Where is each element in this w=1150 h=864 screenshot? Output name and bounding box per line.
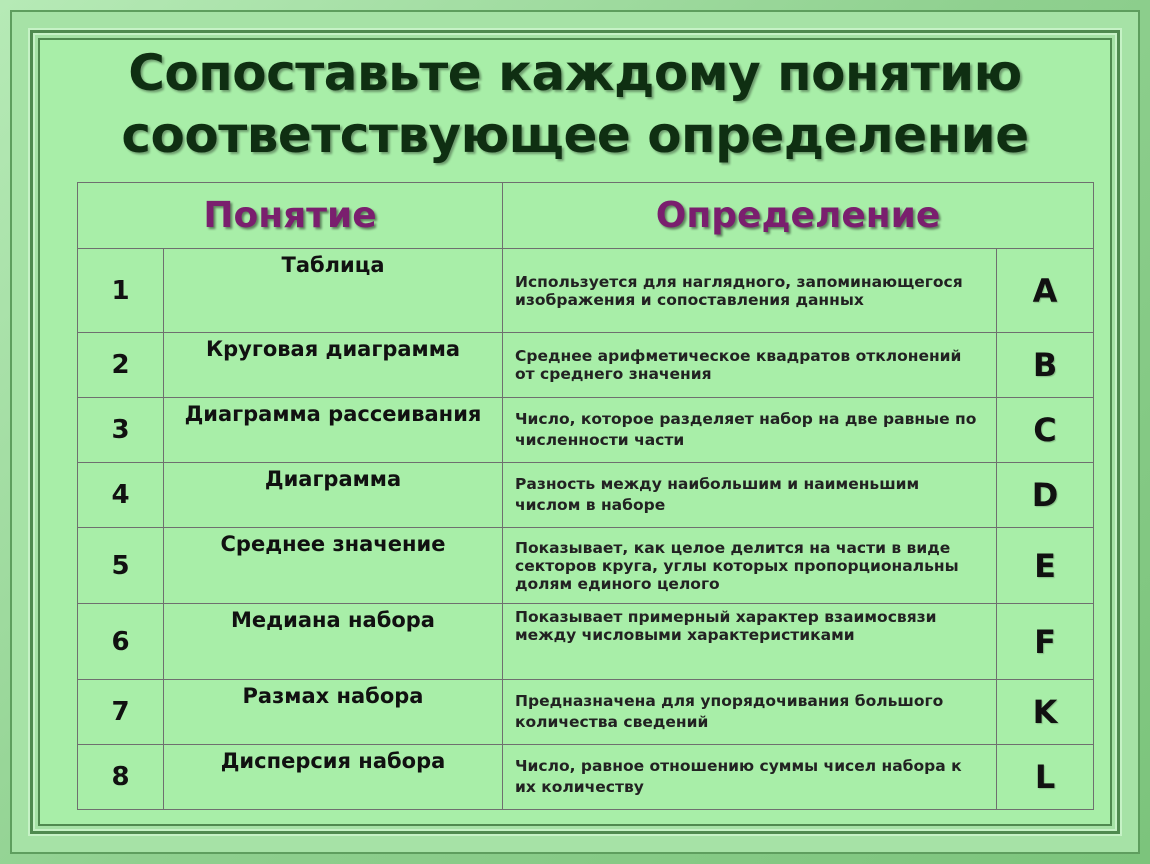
table-row (78, 398, 1094, 463)
row-number: 4 (78, 463, 164, 528)
table-header-row (78, 183, 1094, 249)
concept-term: Размах набора (164, 680, 503, 745)
row-number: 2 (78, 333, 164, 398)
header-concept: Понятие (78, 183, 503, 249)
definition-letter: K (997, 680, 1094, 745)
definition-letter: A (997, 249, 1094, 333)
concept-term: Диаграмма (164, 463, 503, 528)
concept-term: Медиана набора (164, 604, 503, 680)
table-row (78, 249, 1094, 333)
header-definition: Определение (503, 183, 1094, 249)
table-row (78, 745, 1094, 810)
row-number: 7 (78, 680, 164, 745)
definition-text: Показывает, как целое делится на части в виде секторов круга, углы которых пропорциональны долям единого целого (503, 528, 997, 604)
table-row (78, 463, 1094, 528)
title-line-2: соответствующее определение (121, 106, 1029, 164)
definition-text: Число, равное отношению суммы чисел набора к их количеству (503, 745, 997, 810)
definition-text: Предназначена для упорядочивания большого количества сведений (503, 680, 997, 745)
row-number: 5 (78, 528, 164, 604)
definition-text: Среднее арифметическое квадратов отклонений от среднего значения (503, 333, 997, 398)
row-number: 3 (78, 398, 164, 463)
table-row (78, 680, 1094, 745)
concept-term: Среднее значение (164, 528, 503, 604)
definition-text: Используется для наглядного, запоминающегося изображения и сопоставления данных (503, 249, 997, 333)
concept-term: Таблица (164, 249, 503, 333)
page-title (60, 42, 1090, 166)
definition-letter: B (997, 333, 1094, 398)
definition-text: Разность между наибольшим и наименьшим числом в наборе (503, 463, 997, 528)
definition-text: Показывает примерный характер взаимосвязи между числовыми характеристиками (503, 604, 997, 680)
row-number: 8 (78, 745, 164, 810)
concept-term: Диаграмма рассеивания (164, 398, 503, 463)
table-row (78, 333, 1094, 398)
table-row (78, 604, 1094, 680)
matching-table (77, 182, 1094, 810)
concept-term: Дисперсия набора (164, 745, 503, 810)
title-line-1: Сопоставьте каждому понятию (128, 44, 1022, 102)
definition-letter: L (997, 745, 1094, 810)
definition-letter: E (997, 528, 1094, 604)
definition-letter: D (997, 463, 1094, 528)
definition-text: Число, которое разделяет набор на две равные по численности части (503, 398, 997, 463)
table-row (78, 528, 1094, 604)
definition-letter: C (997, 398, 1094, 463)
row-number: 6 (78, 604, 164, 680)
row-number: 1 (78, 249, 164, 333)
definition-letter: F (997, 604, 1094, 680)
concept-term: Круговая диаграмма (164, 333, 503, 398)
